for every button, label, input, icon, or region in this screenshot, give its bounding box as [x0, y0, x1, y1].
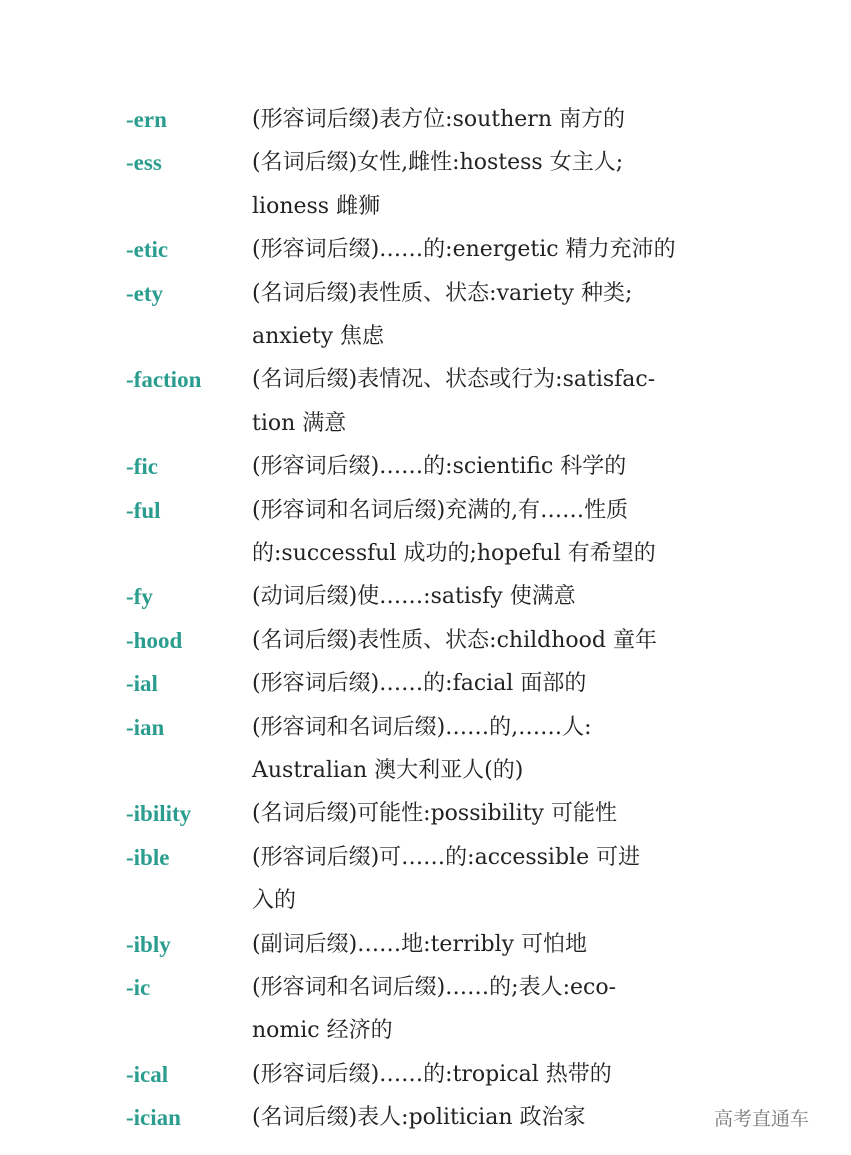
suffix-definition — [252, 358, 655, 445]
suffix-entry — [126, 445, 676, 488]
suffix-definition — [252, 792, 617, 835]
suffix-definition — [252, 836, 640, 923]
suffix-definition — [252, 489, 656, 576]
suffix-entry — [126, 706, 676, 793]
suffix-definition — [252, 1096, 586, 1139]
definition-line: (形容词和名词后缀)充满的,有……性质 — [252, 497, 629, 523]
watermark: 高考直通车 — [714, 1108, 810, 1130]
suffix-entry — [126, 662, 676, 705]
suffix-entry — [126, 619, 676, 662]
definition-line: (名词后缀)表性质、状态:childhood 童年 — [252, 627, 657, 653]
suffix-entry — [126, 358, 676, 445]
definition-line: (形容词后缀)……的:tropical 热带的 — [252, 1061, 612, 1087]
definition-line: (形容词后缀)……的:facial 面部的 — [252, 671, 587, 697]
suffix-definition — [252, 662, 586, 705]
definition-line: tion 满意 — [252, 410, 347, 436]
suffix-definition — [252, 445, 626, 488]
suffix-term: -ic — [126, 974, 151, 1000]
suffix-definition — [252, 98, 625, 141]
suffix-entry — [126, 1096, 676, 1139]
suffix-term: -fy — [126, 584, 153, 610]
suffix-entry — [126, 575, 676, 618]
suffix-term: -ible — [126, 844, 170, 870]
definition-line: (名词后缀)表情况、状态或行为:satisfac- — [252, 367, 656, 393]
suffix-entry — [126, 792, 676, 835]
definition-line: (名词后缀)可能性:possibility 可能性 — [252, 801, 617, 827]
suffix-entry — [126, 1053, 676, 1096]
definition-line: (形容词后缀)……的:energetic 精力充沛的 — [252, 237, 676, 263]
suffix-entry — [126, 272, 676, 359]
suffix-entry — [126, 489, 676, 576]
suffix-entry — [126, 98, 676, 141]
definition-line: (副词后缀)……地:terribly 可怕地 — [252, 931, 588, 957]
definition-line: (动词后缀)使……:satisfy 使满意 — [252, 584, 576, 610]
definition-line: anxiety 焦虑 — [252, 323, 385, 349]
suffix-list — [126, 98, 676, 1140]
definition-line: (形容词和名词后缀)……的,……人: — [252, 714, 592, 740]
definition-line: Australian 澳大利亚人(的) — [252, 757, 524, 783]
definition-line: lioness 雌狮 — [252, 193, 381, 219]
suffix-term: -ful — [126, 497, 161, 523]
definition-line: (形容词后缀)……的:scientific 科学的 — [252, 454, 627, 480]
suffix-term: -ician — [126, 1105, 181, 1131]
suffix-definition — [252, 966, 616, 1053]
definition-line: (形容词后缀)可……的:accessible 可进 — [252, 844, 641, 870]
suffix-term: -hood — [126, 627, 183, 653]
suffix-entry — [126, 141, 676, 228]
suffix-term: -ess — [126, 150, 162, 176]
suffix-definition — [252, 575, 576, 618]
suffix-term: -ian — [126, 714, 165, 740]
suffix-term: -ical — [126, 1061, 169, 1087]
suffix-term: -ibly — [126, 931, 171, 957]
suffix-term: -ial — [126, 671, 158, 697]
definition-line: (形容词后缀)表方位:southern 南方的 — [252, 107, 625, 132]
suffix-definition — [252, 272, 632, 359]
definition-line: 的:successful 成功的;hopeful 有希望的 — [252, 540, 656, 566]
suffix-term: -ety — [126, 280, 164, 306]
definition-line: (形容词和名词后缀)……的;表人:eco- — [252, 974, 617, 1000]
suffix-entry — [126, 966, 676, 1053]
suffix-term: -fic — [126, 454, 158, 480]
suffix-definition — [252, 141, 623, 228]
definition-line: 入的 — [252, 888, 297, 914]
suffix-entry — [126, 923, 676, 966]
suffix-entry — [126, 836, 676, 923]
definition-line: (名词后缀)表性质、状态:variety 种类; — [252, 280, 633, 306]
definition-line: (名词后缀)女性,雌性:hostess 女主人; — [252, 150, 624, 176]
suffix-definition — [252, 706, 592, 793]
suffix-entry — [126, 228, 676, 271]
suffix-definition — [252, 923, 587, 966]
suffix-term: -ern — [126, 107, 167, 132]
definition-line: nomic 经济的 — [252, 1018, 393, 1044]
suffix-term: -etic — [126, 237, 169, 263]
suffix-definition — [252, 1053, 612, 1096]
suffix-definition — [252, 228, 676, 271]
definition-line: (名词后缀)表人:politician 政治家 — [252, 1105, 586, 1131]
suffix-term: -ibility — [126, 801, 192, 827]
suffix-term: -faction — [126, 367, 202, 393]
suffix-definition — [252, 619, 657, 662]
